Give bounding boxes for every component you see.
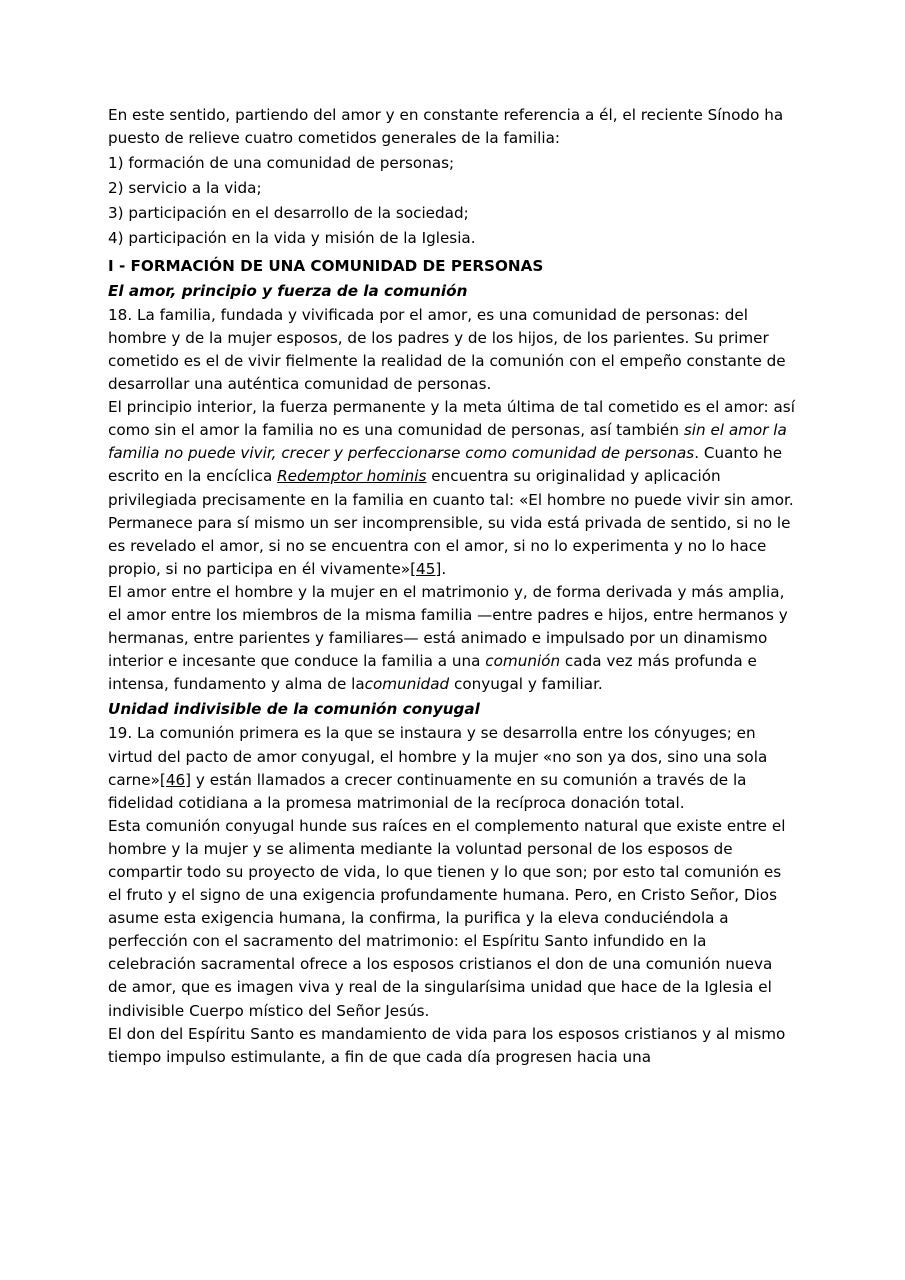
run-text: 19. La comunión primera es la que se instaura y se desarrolla entre los cónyuges; en virtud del pacto de amor conyugal, el hombre y la mujer «no son ya dos, sino una sola carne» [108, 724, 768, 789]
subsection-heading-el-amor: El amor, principio y fuerza de la comunión [108, 281, 468, 300]
footnote-link-45[interactable]: [45] [410, 559, 442, 578]
subsection-heading-unidad-indivisible: Unidad indivisible de la comunión conyugal [108, 700, 480, 719]
run-text: y están llamados a crecer continuamente en su comunión a través de la fidelidad cotidiana a la promesa matrimonial de la recíproca donación total. [108, 770, 747, 812]
paragraph-comunion-conyugal: Esta comunión conyugal hunde sus raíces en el complemento natural que existe entre el hombre y la mujer y se alimenta mediante la voluntad personal de los esposos de compartir todo su proyecto de vida, lo que tienen y lo que son; por esto tal comunión es el fruto y el signo de una exigencia profundamente humana. Pero, en Cristo Señor, Dios asume esta exigencia humana, la confirma, la purifica y la eleva conduciéndola a perfección con el sacramento del matrimonio: el Espíritu Santo infundido en la celebración sacramental ofrece a los esposos cristianos el don de una comunión nueva de amor, que es imagen viva y real de la singularísima unidad que hace de la Iglesia el indivisible Cuerpo místico del Señor Jesús. [108, 816, 786, 1020]
run-text: cada vez más profunda e intensa, fundamento y alma de la [108, 652, 757, 694]
run-text: . [441, 559, 447, 578]
section-heading-formacion: I - FORMACIÓN DE UNA COMUNIDAD DE PERSONAS [108, 256, 544, 275]
paragraph-principio-interior [108, 396, 795, 581]
paragraph-intro: En este sentido, partiendo del amor y en constante referencia a él, el reciente Sínodo ha puesto de relieve cuatro cometidos generales de la familia: [108, 106, 784, 148]
run-text: El amor entre el hombre y la mujer en el matrimonio y, de forma derivada y más amplia, el amor entre los miembros de la misma familia —entre padres e hijos, entre hermanos y hermanas, entre parientes y familiares— está animado e impulsado por un dinamismo interior e incesante que conduce la familia a una [108, 582, 788, 671]
list-item-3: 3) participación en el desarrollo de la sociedad; [108, 204, 469, 223]
document-body [108, 104, 795, 1069]
run-text: encuentra su originalidad y aplicación privilegiada precisamente en la familia en cuanto tal: «El hombre no puede vivir sin amor. Permanece para sí mismo un ser incomprensible, su vida está privada de sentido, si no le es revelado el amor, si no se encuentra con el amor, si no lo experimenta y no lo hace propio, si no participa en él vivamente» [108, 467, 794, 578]
run-emphasis: comunión [485, 652, 561, 671]
encyclical-link-redemptor-hominis[interactable]: Redemptor hominis [277, 467, 427, 486]
list-item-2: 2) servicio a la vida; [108, 179, 262, 198]
list-item-1: 1) formación de una comunidad de personas; [108, 154, 455, 173]
run-text: conyugal y familiar. [449, 675, 603, 694]
paragraph-don-espiritu-santo: El don del Espíritu Santo es mandamiento de vida para los esposos cristianos y al mismo tiempo impulso estimulante, a fin de que cada día progresen hacia una [108, 1024, 786, 1066]
footnote-link-46[interactable]: [46] [159, 770, 192, 789]
list-item-4: 4) participación en la vida y misión de la Iglesia. [108, 229, 476, 248]
run-emphasis: comunidad [364, 675, 450, 694]
paragraph-amor-entre-hombre-mujer [108, 581, 795, 696]
run-emphasis: sin el amor la familia no puede vivir, crecer y perfeccionarse como comunidad de personas [108, 421, 787, 463]
paragraph-18: 18. La familia, fundada y vivificada por el amor, es una comunidad de personas: del hombre y de la mujer esposos, de los padres y de los hijos, de los parientes. Su primer cometido es el de vivir fielmente la realidad de la comunión con el empeño constante de desarrollar una auténtica comunidad de personas. [108, 305, 786, 394]
run-text: . Cuanto he escrito en la encíclica [108, 444, 783, 486]
paragraph-19 [108, 722, 795, 814]
run-text: El principio interior, la fuerza permanente y la meta última de tal cometido es el amor: así como sin el amor la familia no es una comunidad de personas, así también [108, 398, 795, 440]
